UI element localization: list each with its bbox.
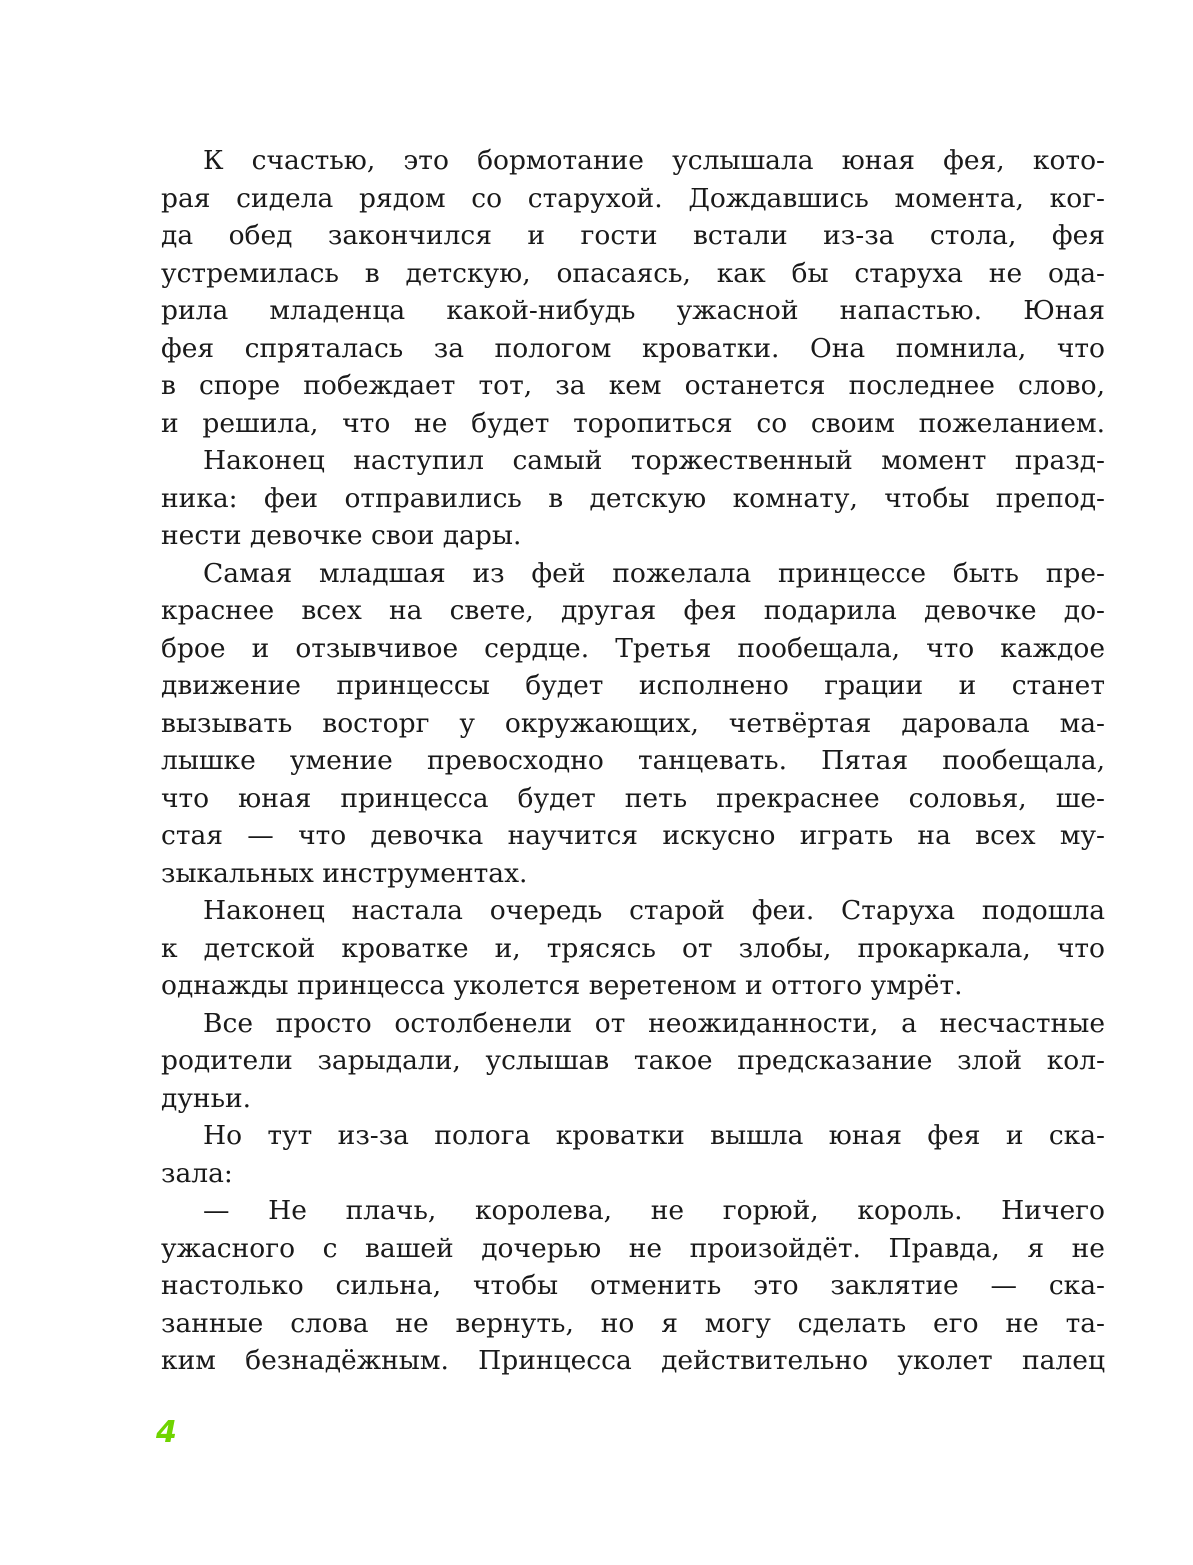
text-line: к детской кроватке и, трясясь от злобы, прокаркала, что	[161, 932, 1105, 964]
text-line: устремилась в детскую, опасаясь, как бы старуха не ода-	[161, 257, 1105, 289]
text-line: однажды принцесса уколется веретеном и оттого умрёт.	[161, 970, 963, 1001]
text-line: нести девочке свои дары.	[161, 520, 522, 551]
text-line: зала:	[161, 1157, 233, 1189]
text-line: вызывать восторг у окружающих, четвёртая даровала ма-	[161, 707, 1105, 739]
text-line: дуньи.	[161, 1082, 252, 1114]
text-line: движение принцессы будет исполнено грации и станет	[161, 670, 1105, 701]
text-line: и решила, что не будет торопиться со своим пожеланием.	[161, 407, 1105, 439]
text-line: настолько сильна, чтобы отменить это заклятие — ска-	[161, 1270, 1105, 1301]
text-line: К счастью, это бормотание услышала юная фея, кото-	[203, 145, 1105, 176]
page-number: 4	[156, 1415, 177, 1450]
text-line: — Не плачь, королева, не горюй, король. Ничего	[203, 1195, 1105, 1226]
text-line: ужасного с вашей дочерью не произойдёт. Правда, я не	[161, 1232, 1105, 1264]
body-text	[161, 142, 1105, 1380]
text-line: Но тут из-за полога кроватки вышла юная фея и ска-	[203, 1120, 1105, 1151]
text-line: рая сидела рядом со старухой. Дождавшись момента, ког-	[161, 182, 1105, 214]
text-line: да обед закончился и гости встали из-за стола, фея	[161, 220, 1105, 251]
text-line: Наконец настала очередь старой феи. Старуха подошла	[203, 895, 1105, 926]
text-line: что юная принцесса будет петь прекраснее соловья, ше-	[161, 782, 1105, 814]
text-line: стая — что девочка научится искусно играть на всех му-	[161, 820, 1105, 851]
text-line: зыкальных инструментах.	[161, 857, 528, 889]
text-line: брое и отзывчивое сердце. Третья пообещала, что каждое	[161, 632, 1105, 664]
text-line: занные слова не вернуть, но я могу сделать его не та-	[161, 1307, 1105, 1339]
text-line: родители зарыдали, услышав такое предсказание злой кол-	[161, 1045, 1105, 1076]
text-line: фея спряталась за пологом кроватки. Она помнила, что	[161, 332, 1105, 364]
text-line: краснее всех на свете, другая фея подарила девочке до-	[161, 595, 1105, 626]
text-line: в споре побеждает тот, за кем останется последнее слово,	[161, 370, 1105, 401]
text-line: Самая младшая из фей пожелала принцессе быть пре-	[203, 557, 1105, 589]
text-line: ника: феи отправились в детскую комнату, чтобы препод-	[161, 482, 1105, 514]
text-line: Наконец наступил самый торжественный момент празд-	[203, 445, 1105, 476]
text-line: ким безнадёжным. Принцесса действительно уколет палец	[161, 1345, 1105, 1376]
text-line: Все просто остолбенели от неожиданности, а несчастные	[203, 1007, 1105, 1039]
text-line: рила младенца какой-нибудь ужасной напастью. Юная	[161, 295, 1105, 326]
text-line: лышке умение превосходно танцевать. Пятая пообещала,	[161, 745, 1105, 776]
